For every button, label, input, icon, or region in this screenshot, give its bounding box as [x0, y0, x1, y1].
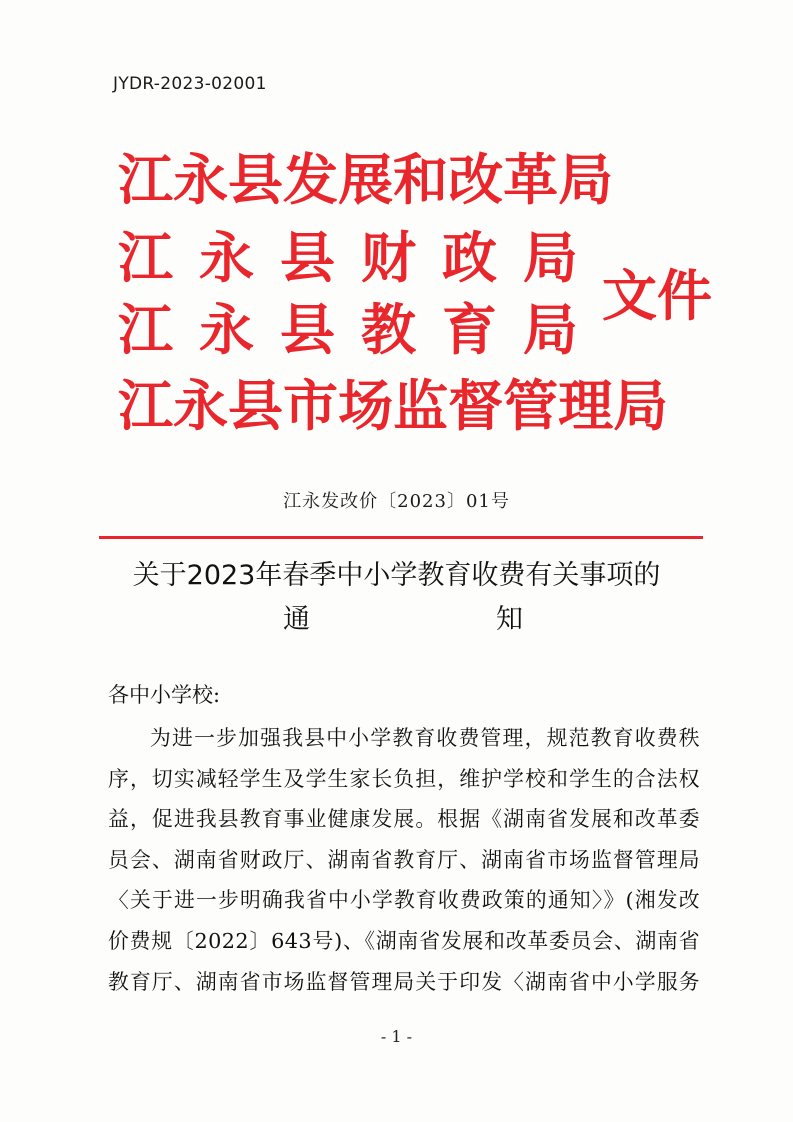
issuer-char: 局	[522, 226, 578, 290]
issuer-char: 场	[338, 374, 394, 438]
issuer-line-1	[118, 148, 614, 212]
issuer-char: 县	[228, 148, 284, 212]
issuer-line-2	[118, 228, 578, 288]
issuer-char: 教	[360, 298, 416, 362]
issuer-char: 永	[198, 298, 254, 362]
body-text	[108, 718, 700, 1002]
issuer-char: 督	[448, 374, 504, 438]
issuer-char: 改	[448, 148, 504, 212]
issuer-char: 县	[279, 226, 335, 290]
issuer-char: 局	[522, 298, 578, 362]
issuer-char: 财	[360, 226, 416, 290]
document-type-word: 文件	[602, 264, 713, 328]
issuer-char: 和	[393, 148, 449, 212]
issuer-char: 县	[228, 374, 284, 438]
body-line: 益，促进我县教育事业健康发展。根据《湖南省发展和改革委	[108, 807, 700, 832]
issuer-char: 永	[198, 226, 254, 290]
document-number: 江永发改价〔2023〕01号	[283, 491, 510, 512]
title-char: 通	[283, 604, 310, 635]
issuer-char: 江	[118, 226, 174, 290]
issuer-char: 发	[283, 148, 339, 212]
title-char: 知	[496, 604, 523, 635]
document-title-line-1: 关于2023年春季中小学教育收费有关事项的	[132, 560, 661, 591]
page-number: - 1 -	[380, 1027, 413, 1046]
body-line: 为进一步加强我县中小学教育收费管理，规范教育收费秩	[150, 726, 700, 750]
body-line: 员会、湖南省财政厅、湖南省教育厅、湖南省市场监督管理局	[108, 847, 700, 872]
body-line: 序，切实减轻学生及学生家长负担，维护学校和学生的合法权	[108, 766, 700, 791]
issuer-char: 江	[118, 148, 174, 212]
issuer-line-4	[118, 374, 669, 438]
salutation: 各中小学校:	[108, 683, 221, 707]
body-line: 价费规〔2022〕643号)、《湖南省发展和改革委员会、湖南省	[108, 928, 700, 953]
issuer-char: 永	[173, 374, 229, 438]
red-divider-line	[99, 536, 703, 539]
issuer-char: 局	[613, 374, 669, 438]
issuer-char: 江	[118, 374, 174, 438]
document-title-line-2	[283, 600, 523, 640]
issuer-char: 展	[338, 148, 394, 212]
issuer-char: 江	[118, 298, 174, 362]
issuer-char: 市	[283, 374, 339, 438]
issuer-char: 监	[393, 374, 449, 438]
issuer-char: 县	[279, 298, 335, 362]
issuer-char: 育	[441, 298, 497, 362]
issuer-char: 管	[503, 374, 559, 438]
issuer-char: 政	[441, 226, 497, 290]
body-line: 〈关于进一步明确我省中小学教育收费政策的通知〉》(湘发改	[108, 888, 700, 913]
issuer-char: 革	[503, 148, 559, 212]
issuer-char: 永	[173, 148, 229, 212]
body-line: 教育厅、湖南省市场监督管理局关于印发〈湖南省中小学服务	[108, 969, 700, 994]
issuer-char: 理	[558, 374, 614, 438]
issuer-line-3	[118, 300, 578, 360]
document-code: JYDR-2023-02001	[113, 74, 267, 94]
issuer-char: 局	[558, 148, 614, 212]
